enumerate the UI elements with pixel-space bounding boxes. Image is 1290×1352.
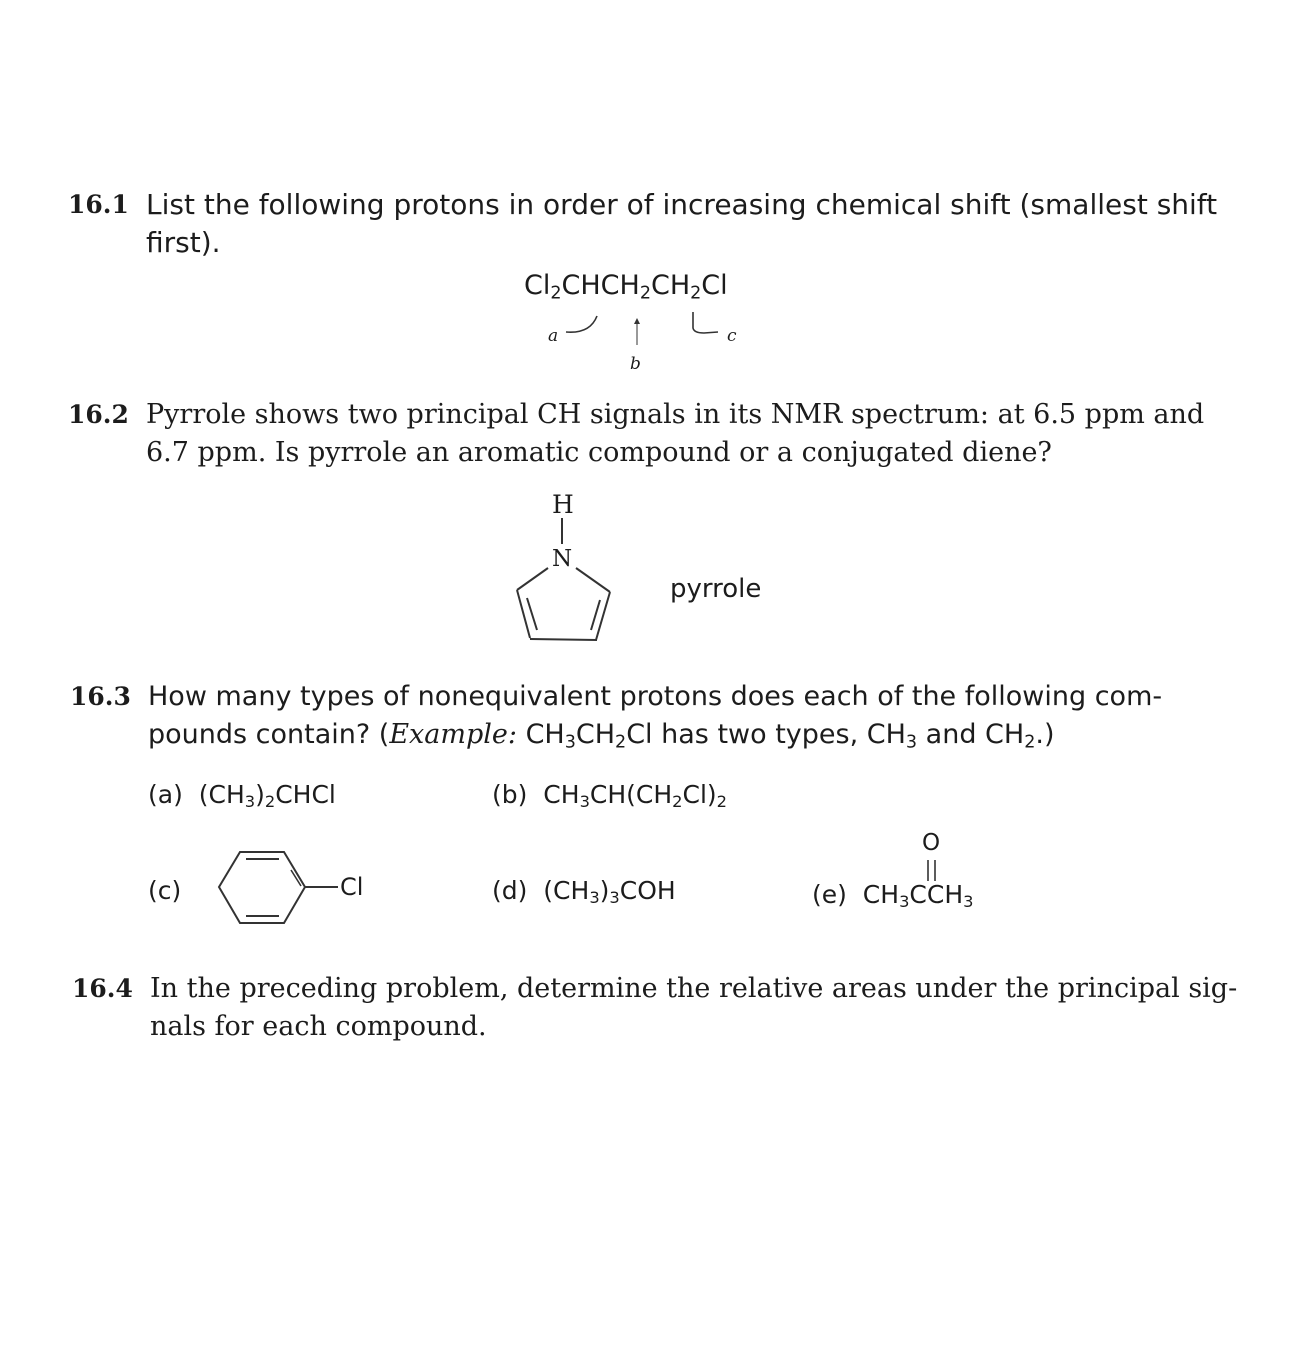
pyrrole-n-atom: N xyxy=(552,546,573,572)
problem-16-3-number: 16.3 xyxy=(70,682,131,711)
problem-16-4-text-line2: nals for each compound. xyxy=(150,1011,487,1042)
pyrrole-caption: pyrrole xyxy=(670,574,762,604)
part-b: (b) $CH_3CH(CH_2Cl)_2$ xyxy=(492,780,728,812)
problem-16-3-text-line1: How many types of nonequivalent protons does each of the following com- xyxy=(148,681,1163,712)
dichloropropyl-formula: $Cl_2CHCH_2CH_2Cl$ xyxy=(524,270,728,304)
problem-16-1-text-line1: List the following protons in order of increasing chemical shift (smallest shift xyxy=(146,188,1218,221)
problem-16-1-number: 16.1 xyxy=(68,190,129,219)
problem-16-2-text-line1: Pyrrole shows two principal CH signals in its NMR spectrum: at 6.5 ppm and xyxy=(146,399,1205,430)
part-c-label: (c) xyxy=(148,876,182,905)
problem-16-2-number: 16.2 xyxy=(68,400,129,429)
part-e: (e) $CH_3CCH_3$ xyxy=(812,880,974,912)
acetone-oxygen: O xyxy=(922,830,941,856)
problem-16-2-text-line2: 6.7 ppm. Is pyrrole an aromatic compound or a conjugated diene? xyxy=(146,437,1052,468)
proton-label-c: c xyxy=(727,326,737,346)
problem-16-3-text-line2: pounds contain? (Example: $CH_3CH_2Cl$ has two types, $CH_3$ and $CH_2$.) xyxy=(148,719,1055,753)
proton-label-a: a xyxy=(548,326,559,346)
chlorine-substituent: Cl xyxy=(340,873,364,901)
pyrrole-h-atom: H xyxy=(552,490,574,519)
problem-16-4-number: 16.4 xyxy=(72,974,133,1003)
proton-label-b: b xyxy=(630,354,641,374)
part-a: (a) $(CH_3)_2CHCl$ xyxy=(148,780,336,812)
problem-16-1-text-line2: first). xyxy=(146,226,221,259)
problem-16-4-text-line1: In the preceding problem, determine the relative areas under the principal sig- xyxy=(150,973,1238,1004)
part-d: (d) $(CH_3)_3COH$ xyxy=(492,876,676,908)
